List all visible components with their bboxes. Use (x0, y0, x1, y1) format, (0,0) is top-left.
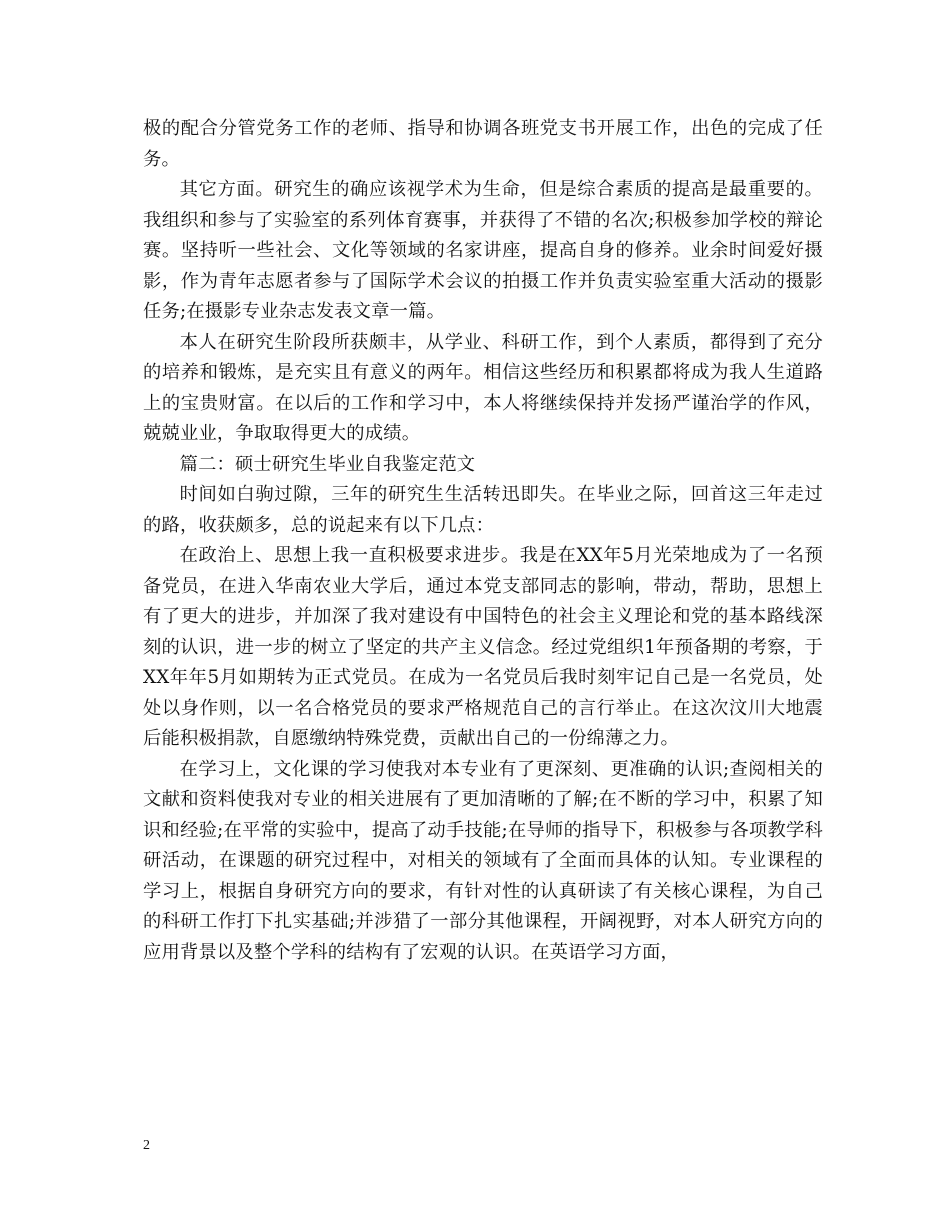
paragraph-6: 在学习上，文化课的学习使我对本专业有了更深刻、更准确的认识;查阅相关的文献和资料使我对专业的相关进展有了更加清晰的了解;在不断的学习中，积累了知识和经验;在平常的实验中，提高了动手技能;在导师的指导下，积极参与各项教学科研活动，在课题的研究过程中，对相关的领域有了全面而具体的认知。专业课程的学习上，根据自身研究方向的要求，有针对性的认真研读了有关核心课程，为自己的科研工作打下扎实基础;并涉猎了一部分其他课程，开阔视野，对本人研究方向的应用背景以及整个学科的结构有了宏观的认识。在英语学习方面， (143, 758, 823, 963)
paragraph-3: 本人在研究生阶段所获颇丰，从学业、科研工作，到个人素质，都得到了充分的培养和锻炼，是充实且有意义的两年。相信这些经历和积累都将成为我人生道路上的宝贵财富。在以后的工作和学习中，本人将继续保持并发扬严谨治学的作风，兢兢业业，争取取得更大的成绩。 (143, 331, 823, 444)
section-heading: 篇二：硕士研究生毕业自我鉴定范文 (179, 453, 476, 475)
paragraph-5: 在政治上、思想上我一直积极要求进步。我是在XX年5月光荣地成为了一名预备党员，在进入华南农业大学后，通过本党支部同志的影响，带动，帮助，思想上有了更大的进步，并加深了我对建设有中国特色的社会主义理论和党的基本路线深刻的认识，进一步的树立了坚定的共产主义信念。经过党组织1年预备期的考察，于XX年年5月如期转为正式党员。在成为一名党员后我时刻牢记自己是一名党员，处处以身作则，以一名合格党员的要求严格规范自己的言行举止。在这次汶川大地震后能积极捐款，自愿缴纳特殊党费，贡献出自己的一份绵薄之力。 (143, 545, 823, 749)
paragraph-4: 时间如白驹过隙，三年的研究生生活转迅即失。在毕业之际，回首这三年走过的路，收获颇多，总的说起来有以下几点： (143, 484, 823, 536)
document-body (143, 114, 823, 968)
paragraph-1: 极的配合分管党务工作的老师、指导和协调各班党支书开展工作，出色的完成了任务。 (143, 118, 823, 170)
paragraph-2: 其它方面。研究生的确应该视学术为生命，但是综合素质的提高是最重要的。我组织和参与了实验室的系列体育赛事，并获得了不错的名次;积极参加学校的辩论赛。坚持听一些社会、文化等领域的名家讲座，提高自身的修养。业余时间爱好摄影，作为青年志愿者参与了国际学术会议的拍摄工作并负责实验室重大活动的摄影任务;在摄影专业杂志发表文章一篇。 (143, 179, 823, 322)
page-number: 2 (143, 1138, 150, 1153)
